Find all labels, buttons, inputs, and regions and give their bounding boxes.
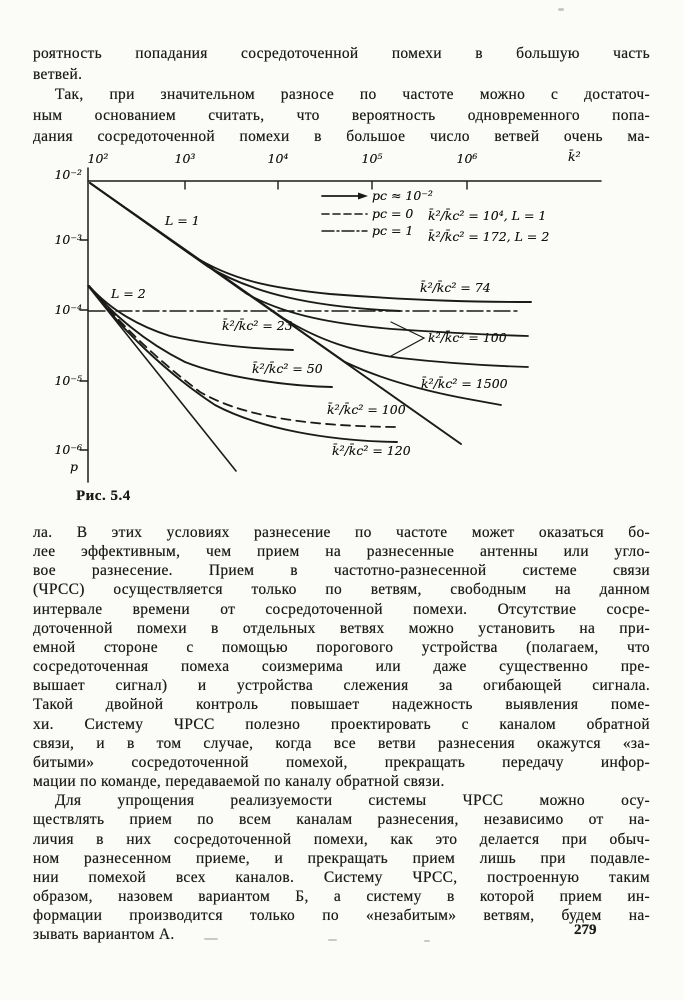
body-text-line: нии помехой всех каналов. Систему ЧРСС, построенную таким (33, 868, 650, 886)
y-tick-1e-2: 10⁻² (54, 167, 82, 182)
legend-note-line-2: k̄²/k̄с² = 172, L = 2 (428, 229, 550, 244)
curve-label-23: k̄²/k̄с² = 23 (222, 318, 293, 333)
body-text-line: ществлять прием по всем каналам разнесения, независимо от на- (33, 811, 650, 829)
body-text-line: емной стороне с помощью порогового устройства (полагаем, что (33, 638, 650, 656)
body-text-line: мации по команде, передаваемой по каналу обратной связи. (33, 773, 445, 791)
legend-arrowhead (358, 193, 368, 200)
x-axis-label: k̄² (568, 149, 581, 164)
curve-label-L1: L = 1 (165, 213, 200, 228)
body-text-line: роятность попадания сосредоточенной помехи в большую часть (33, 45, 650, 62)
body-text-line: связи, и в том случае, когда все ветви разнесения окажутся «за- (33, 734, 650, 752)
body-text-line: ным основанием считать, что вероятность одновременного попа- (33, 107, 650, 125)
x-tick-1e2: 10² (87, 151, 109, 166)
y-tick-1e-5: 10⁻⁵ (54, 373, 82, 388)
y-tick-1e-4: 10⁻⁴ (54, 302, 82, 317)
body-text-line: ла. В этих условиях разнесение по частоте может оказаться бо- (33, 524, 650, 541)
body-text-line: лее эффективным, чем прием на разнесенные антенны или угло- (33, 543, 650, 561)
body-text-line: формации производится только по «незабитым» ветвям, будем на- (33, 907, 650, 925)
x-tick-1e3: 10³ (174, 151, 196, 166)
curve-label-100-bracket: k̄²/k̄с² = 100 (428, 330, 507, 345)
curve-label-120: k̄²/k̄с² = 120 (332, 443, 411, 458)
legend-label-pc-1e-2: pс ≈ 10⁻² (372, 188, 433, 203)
y-tick-1e-3: 10⁻³ (54, 232, 82, 247)
figure-5-4 (0, 140, 683, 520)
body-text-line: образом, назовем вариантом Б, а систему в которой прием ин- (33, 887, 650, 905)
curve-label-74: k̄²/k̄с² = 74 (420, 280, 491, 295)
y-axis-ticks (80, 240, 88, 450)
scan-smudge (424, 940, 430, 942)
x-tick-1e4: 10⁴ (267, 151, 289, 166)
body-text-line: сосредоточенная помеха соизмерима или даже существенно пре- (33, 658, 650, 676)
scan-smudge (204, 938, 218, 940)
body-text-line: Так, при значительном разносе по частоте можно с достаточ- (55, 86, 650, 104)
body-text-line: вое разнесение. Прием в частотно-разнесенной системе связи (33, 562, 650, 580)
figure-caption: Рис. 5.4 (76, 488, 131, 504)
page-number: 279 (574, 922, 597, 938)
curve-label-50: k̄²/k̄с² = 50 (252, 361, 323, 376)
body-text-line: ном разнесенном приеме, и прекращать прием лишь при подавле- (33, 849, 650, 867)
curve-label-100-dashed: k̄²/k̄с² = 100 (327, 402, 406, 417)
label-bracket-100 (391, 322, 424, 356)
body-text-line: дания сосредоточенной помехи в большое число ветвей очень ма- (33, 127, 650, 145)
legend-label-pc-0: pс = 0 (372, 206, 414, 221)
legend-label-pc-1: pс = 1 (372, 223, 414, 238)
x-tick-1e6: 10⁶ (456, 151, 478, 166)
body-text-line: вышает сигнал) и устройства слежения за огибающей сигнала. (33, 677, 650, 695)
body-text-line: Такой двойной контроль повышает надежность выявления поме- (33, 696, 650, 714)
scan-smudge (328, 939, 337, 941)
x-tick-1e5: 10⁵ (361, 151, 383, 166)
body-text-line: битыми» сосредоточенной помехой, прекращать передачу инфор- (33, 753, 650, 771)
body-text-line: Для упрощения реализуемости системы ЧРСС можно осу- (55, 792, 650, 810)
curve-label-1500: k̄²/k̄с² = 1500 (421, 376, 508, 391)
curve-label-L2: L = 2 (111, 286, 146, 301)
scan-smudge (558, 8, 564, 11)
y-tick-1e-6: 10⁻⁶ (54, 442, 82, 457)
y-axis-label: p (70, 459, 79, 474)
body-text-line: зывать вариантом А. (33, 926, 175, 944)
body-text-line: ветвей. (33, 65, 83, 83)
body-text-line: доточенной помехи в отдельных ветвях можно установить на при- (33, 619, 650, 637)
body-text-line: (ЧРСС) осуществляется только по ветвям, свободным на данном (33, 581, 650, 599)
body-text-line: личия в них сосредоточенной помехи, как это делается при обыч- (33, 830, 650, 848)
curve-L1-100-upper (90, 183, 528, 336)
legend-note-line-1: k̄²/k̄с² = 10⁴, L = 1 (428, 208, 547, 223)
bottom-text-block (33, 523, 650, 944)
body-text-line: интервале времени от сосредоточенной помехи. Отсутствие сосре- (33, 600, 650, 618)
figure-curves (0, 140, 683, 520)
body-text-line: хи. Систему ЧРСС полезно проектировать с каналом обратной (33, 715, 650, 733)
top-text-block (33, 44, 650, 148)
